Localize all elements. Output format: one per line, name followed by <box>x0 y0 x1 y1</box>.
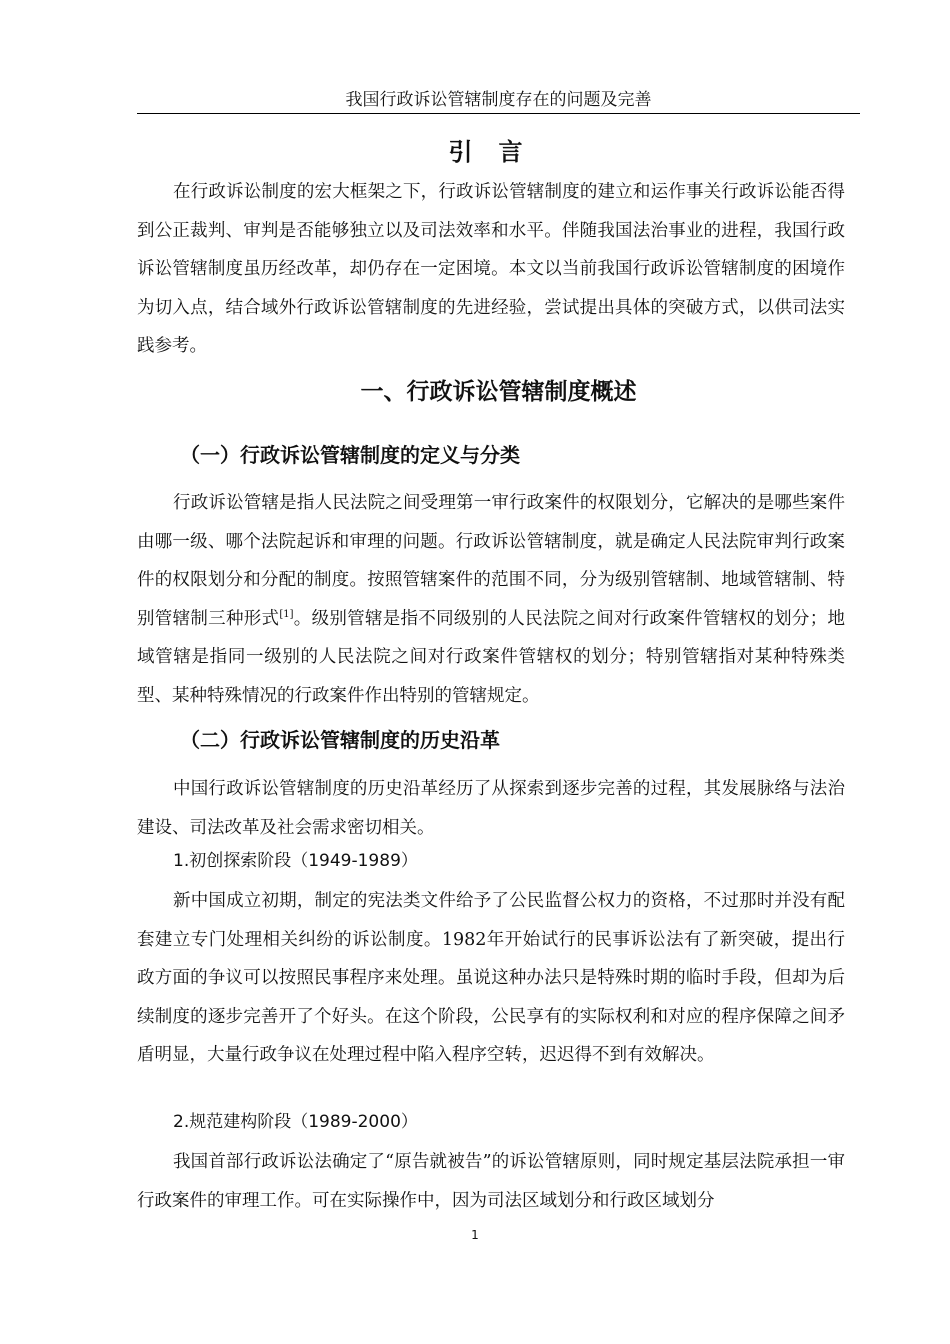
subsection-1-heading: （一）行政诉讼管辖制度的定义与分类 <box>180 443 520 467</box>
definition-paragraph <box>137 484 845 715</box>
history-intro-paragraph: 中国行政诉讼管辖制度的历史沿革经历了从探索到逐步完善的过程，其发展脉络与法治建设、司法改革及社会需求密切相关。 <box>137 779 845 838</box>
stage-2-heading: 2.规范建构阶段（1989-2000） <box>173 1112 418 1132</box>
section-1-heading: 一、行政诉讼管辖制度概述 <box>360 379 637 405</box>
stage-2-paragraph: 我国首部行政诉讼法确定了“原告就被告”的诉讼管辖原则，同时规定基层法院承担一审行政案件的审理工作。可在实际操作中，因为司法区域划分和行政区域划分 <box>137 1152 845 1211</box>
footnote-ref[interactable]: [1] <box>279 608 294 620</box>
running-header: 我国行政诉讼管辖制度存在的问题及完善 <box>345 90 652 110</box>
definition-text-b: 。级别管辖是指不同级别的人民法院之间对行政案件管辖权的划分；地域管辖是指同一级别的人民法院之间对行政案件管辖权的划分；特别管辖指对某种特殊类型、某种特殊情况的行政案件作出特别的管辖规定。 <box>137 608 846 706</box>
intro-paragraph: 在行政诉讼制度的宏大框架之下，行政诉讼管辖制度的建立和运作事关行政诉讼能否得到公正裁判、审判是否能够独立以及司法效率和水平。伴随我国法治事业的进程，我国行政诉讼管辖制度虽历经改革，却仍存在一定困境。本文以当前我国行政诉讼管辖制度的困境作为切入点，结合域外行政诉讼管辖制度的先进经验，尝试提出具体的突破方式，以供司法实践参考。 <box>137 182 845 356</box>
stage-1-paragraph: 新中国成立初期，制定的宪法类文件给予了公民监督公权力的资格，不过那时并没有配套建立专门处理相关纠纷的诉讼制度。1982年开始试行的民事诉讼法有了新突破，提出行政方面的争议可以按照民事程序来处理。虽说这种办法只是特殊时期的临时手段，但却为后续制度的逐步完善开了个好头。在这个阶段，公民享有的实际权利和对应的程序保障之间矛盾明显，大量行政争议在处理过程中陷入程序空转，迟迟得不到有效解决。 <box>137 891 845 1065</box>
stage-1-heading: 1.初创探索阶段（1949-1989） <box>173 851 418 871</box>
header-rule <box>137 113 860 114</box>
intro-heading: 引言 <box>448 138 549 166</box>
subsection-2-heading: （二）行政诉讼管辖制度的历史沿革 <box>180 728 500 752</box>
definition-text-a: 行政诉讼管辖是指人民法院之间受理第一审行政案件的权限划分，它解决的是哪些案件由哪一级、哪个法院起诉和审理的问题。行政诉讼管辖制度，就是确定人民法院审判行政案件的权限划分和分配的制度。按照管辖案件的范围不同，分为级别管辖制、地域管辖制、特别管辖制三种形式 <box>137 493 845 629</box>
page-number: 1 <box>471 1228 479 1242</box>
